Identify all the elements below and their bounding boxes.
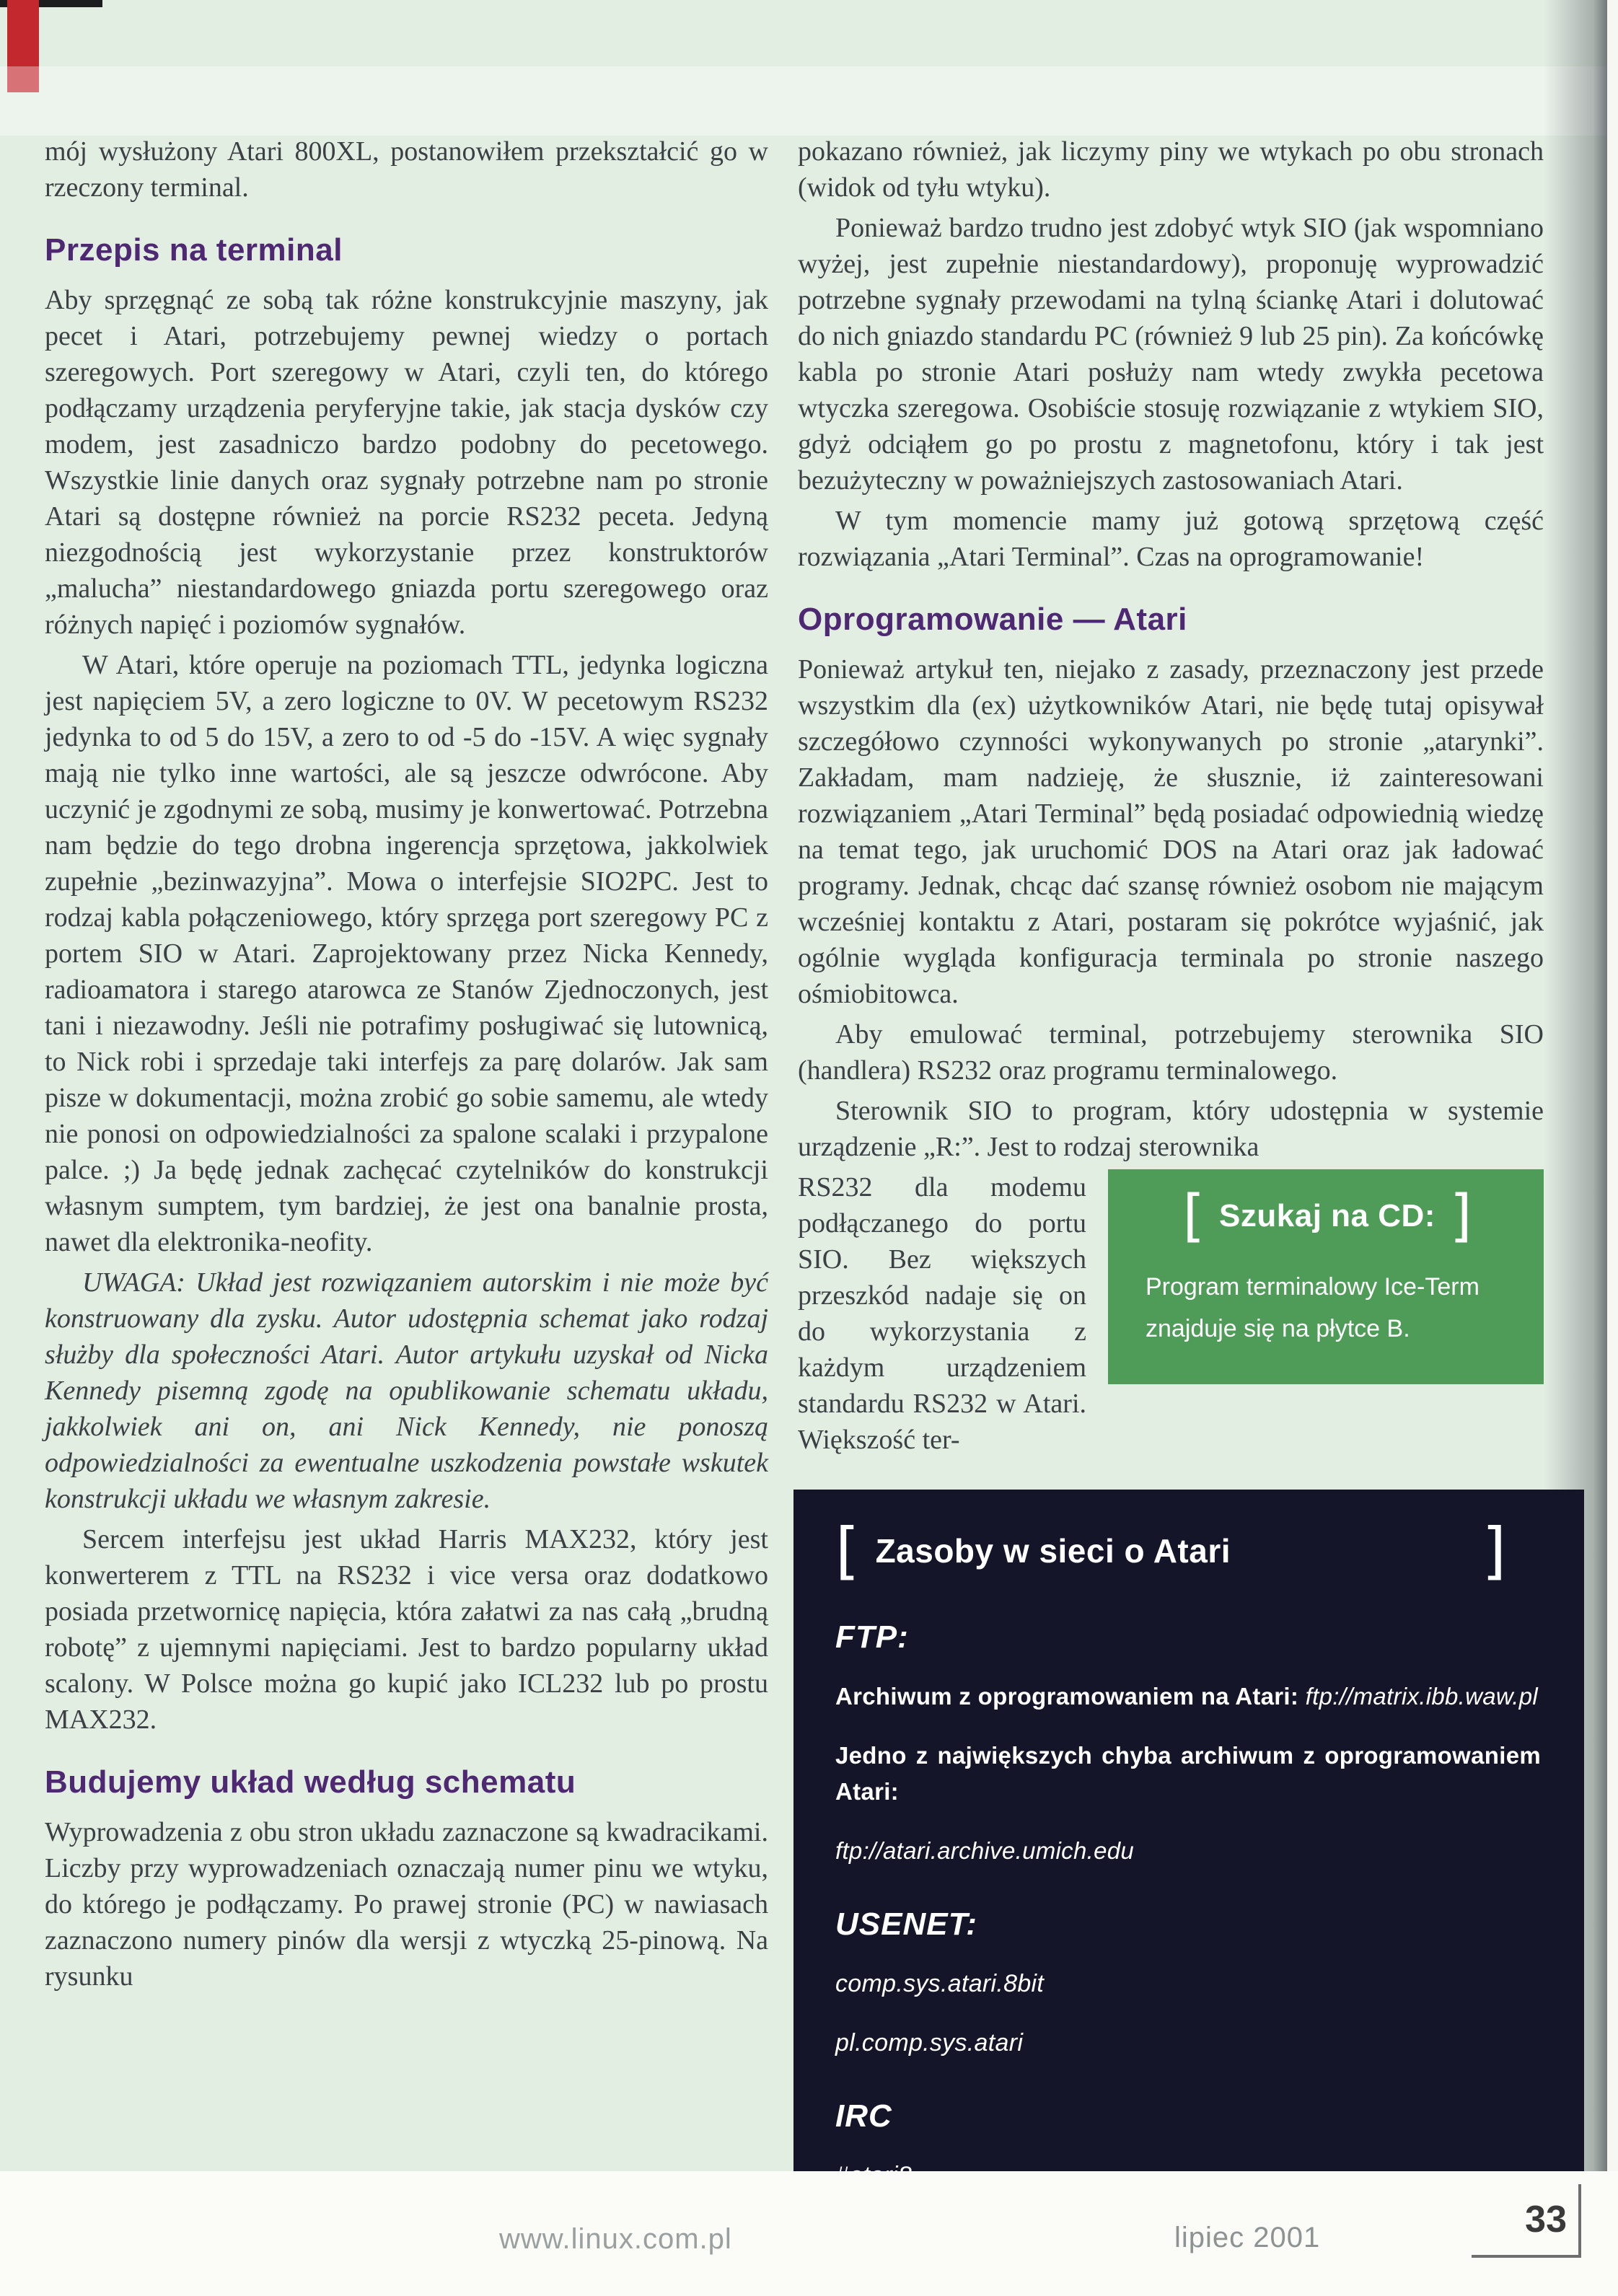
heading-przepis-na-terminal: Przepis na terminal (45, 232, 343, 268)
paragraph: pokazano również, jak liczymy piny we wtykach po obu stronach (widok od tyłu wtyku). (798, 136, 1544, 203)
cd-box-line: Program terminalowy Ice-Term (1146, 1273, 1479, 1301)
usenet-group-item: comp.sys.atari.8bit (835, 1970, 1045, 1997)
footer-issue-date: lipiec 2001 (1174, 2222, 1321, 2253)
heading-oprogramowanie-atari: Oprogramowanie — Atari (798, 602, 1187, 637)
cd-callout-box (1108, 1169, 1544, 1384)
ftp-item-label: Archiwum z oprogramowaniem na Atari: (835, 1683, 1299, 1710)
atari-net-resources-box (793, 1490, 1584, 2287)
paragraph: Ponieważ bardzo trudno jest zdobyć wtyk SIO (jak wspomniano wyżej, jest zupełnie niestandardowy), proponuję wyprowadzić potrzebne sygnały przewodami na tylną ściankę Atari i dolutować do nich gniazdo standardu PC (również 9 lub 25 pin). Za końcówkę kabla po stronie Atari posłuży nam wtedy zwykła pecetowa wtyczka szeregowa. Osobiście stosuję rozwiązanie z wtykiem SIO, gdyż odciąłem go po prostu z magnetofonu, który i tak jest bezużyteczny w poważniejszych zastosowaniach Atari. (798, 213, 1544, 496)
usenet-heading: USENET: (835, 1906, 977, 1942)
left-bracket-icon: [ (1182, 1184, 1205, 1249)
paragraph: Wyprowadzenia z obu stron układu zaznaczone są kwadracikami. Liczby przy wyprowadzeniach oznaczają numer pinu we wtyku, do którego je podłączamy. Po prawej stronie (PC) w nawiasach zaznaczono numery pinów dla wersji z wtyczką 25-pinową. Na rysunku (45, 1817, 768, 1992)
ftp-item-url: ftp://matrix.ibb.waw.pl (1305, 1683, 1538, 1710)
paragraph-author-note: UWAGA: Układ jest rozwiązaniem autorskim i nie może być konstruowany dla zysku. Autor udostępnia schemat jako rodzaj służby dla społeczności Atari. Autor artykułu uzyskał od Nicka Kennedy pisemną zgodę na opublikowanie schematu układu, jakkolwiek ani on, ani Nick Kennedy, nie ponoszą odpowiedzialności za ewentualne uszkodzenia powstałe wskutek konstrukcji układu we własnym zakresie. (45, 1267, 768, 1514)
ftp-archive-item (835, 1833, 1541, 1869)
page-number: 33 (1472, 2184, 1581, 2258)
paragraph: Aby sprzęgnąć ze sobą tak różne konstrukcyjnie maszyny, jak pecet i Atari, potrzebujemy pewnej wiedzy o portach szeregowych. Port szeregowy w Atari, czyli ten, do którego podłączamy urządzenia peryferyjne takie, jak stacja dysków czy modem, jest zasadniczo bardzo podobny do pecetowego. Wszystkie linie danych oraz sygnały potrzebne nam po stronie Atari są dostępne również na porcie RS232 peceta. Jedyną niezgodnością jest wykorzystanie przez konstruktorów „malucha” niestandardowego gniazda portu szeregowego oraz różnych napięć i poziomów sygnałów. (45, 285, 768, 640)
scan-right-edge (1607, 0, 1618, 2173)
cd-box-title-row (1146, 1184, 1509, 1249)
ftp-heading: FTP: (835, 1619, 909, 1655)
net-box-title: Zasoby w sieci o Atari (875, 1532, 1231, 1570)
left-column (45, 133, 768, 1999)
ftp-archive-item (835, 1679, 1541, 1715)
text-and-cd-box-row (798, 1169, 1544, 1458)
cd-box-text (1146, 1266, 1509, 1350)
heading-budujemy-uklad: Budujemy układ według schematu (45, 1764, 576, 1800)
paragraph: Sterownik SIO to program, który udostępnia w systemie urządzenie „R:”. Jest to rodzaj sterownika (798, 1096, 1544, 1162)
cd-box-title: Szukaj na CD: (1219, 1198, 1435, 1233)
left-bracket-icon: [ (835, 1515, 860, 1587)
ftp-item-url: ftp://atari.archive.umich.edu (835, 1837, 1135, 1864)
paragraph: Sercem interfejsu jest układ Harris MAX232, który jest konwerterem z TTL na RS232 i vice versa oraz dodatkowo posiada przetwornicę napięcia, która załatwi za nas całą „brudną robotę” z ujemnymi napięciami. Jest to bardzo popularny układ scalony. W Polsce można go kupić jako ICL232 lub po prostu MAX232. (45, 1524, 768, 1735)
paragraph: W tym momencie mamy już gotową sprzętową część rozwiązania „Atari Terminal”. Czas na oprogramowanie! (798, 506, 1544, 572)
right-bracket-icon: ] (1482, 1515, 1506, 1587)
usenet-group-item: pl.comp.sys.atari (835, 2029, 1024, 2057)
irc-heading: IRC (835, 2098, 892, 2134)
paragraph-intro: mój wysłużony Atari 800XL, postanowiłem przekształcić go w rzeczony terminal. (45, 136, 768, 203)
paragraph: W Atari, które operuje na poziomach TTL, jedynka logiczna jest napięciem 5V, a zero logiczne to 0V. W pecetowym RS232 jedynka to od 5 do 15V, a zero to od -5 do -15V. A więc sygnały mają nie tylko inne wartości, ale są jeszcze odwrócone. Aby uczynić je zgodnymi ze sobą, musimy je konwertować. Potrzebna nam będzie do tego drobna ingerencja sprzętowa, jakkolwiek zupełnie „bezinwazyjna”. Mowa o interfejsie SIO2PC. Jest to rodzaj kabla połączeniowego, który sprzęga port szeregowy PC z portem SIO w Atari. Zaprojektowany przez Nicka Kennedy, radioamatora i starego atarowca ze Stanów Zjednoczonych, jest tani i niezawodny. Jeśli nie potrafimy posługiwać się lutownicą, to Nick robi i sprzedaje taki interfejs za parę dolarów. Jak sam pisze w dokumentacji, można zrobić go sobie samemu, ale wtedy nie ponosi on odpowiedzialności za spalone scalaki i przypalone palce. ;) Ja będę jednak zachęcać czytelników do konstrukcji własnym sumptem, tym bardziej, że jest ona banalnie prosta, nawet dla elektronika-neofity. (45, 650, 768, 1257)
net-box-title-row (835, 1515, 1506, 1587)
scan-light-band (0, 66, 1618, 136)
paragraph: Aby emulować terminal, potrzebujemy sterownika SIO (handlera) RS232 oraz programu terminalowego. (798, 1019, 1544, 1086)
footer-website: www.linux.com.pl (499, 2223, 732, 2255)
ftp-archive-item (835, 1738, 1541, 1810)
cd-box-line: znajduje się na płytce B. (1146, 1315, 1410, 1342)
paragraph-narrow: RS232 dla modemu podłączanego do portu SIO. Bez większych przeszkód nadaje się on do wykorzystania z każdym urządzeniem standardu RS232 w Atari. Większość ter- (798, 1172, 1086, 1455)
paragraph: Ponieważ artykuł ten, niejako z zasady, przeznaczony jest przede wszystkim dla (ex) użytkowników Atari, nie będę tutaj opisywał szczegółowo czynności wykonywanych po stronie „atarynki”. Zakładam, mam nadzieję, że słusznie, iż zainteresowani rozwiązaniem „Atari Terminal” będą posiadać odpowiednią wiedzę na temat tego, jak uruchomić DOS na Atari oraz jak ładować programy. Jednak, chcąc dać szansę również osobom nie mającym wcześniej kontaktu z Atari, postaram się pokrótce wyjaśnić, jak ogólnie wygląda konfiguracja terminala po stronie naszego ośmiobitowca. (798, 654, 1544, 1009)
footer-band (0, 2171, 1618, 2296)
right-bracket-icon: ] (1449, 1184, 1472, 1249)
ftp-item-label: Jedno z największych chyba archiwum z oprogramowaniem Atari: (835, 1742, 1541, 1805)
right-column (798, 133, 1544, 2287)
